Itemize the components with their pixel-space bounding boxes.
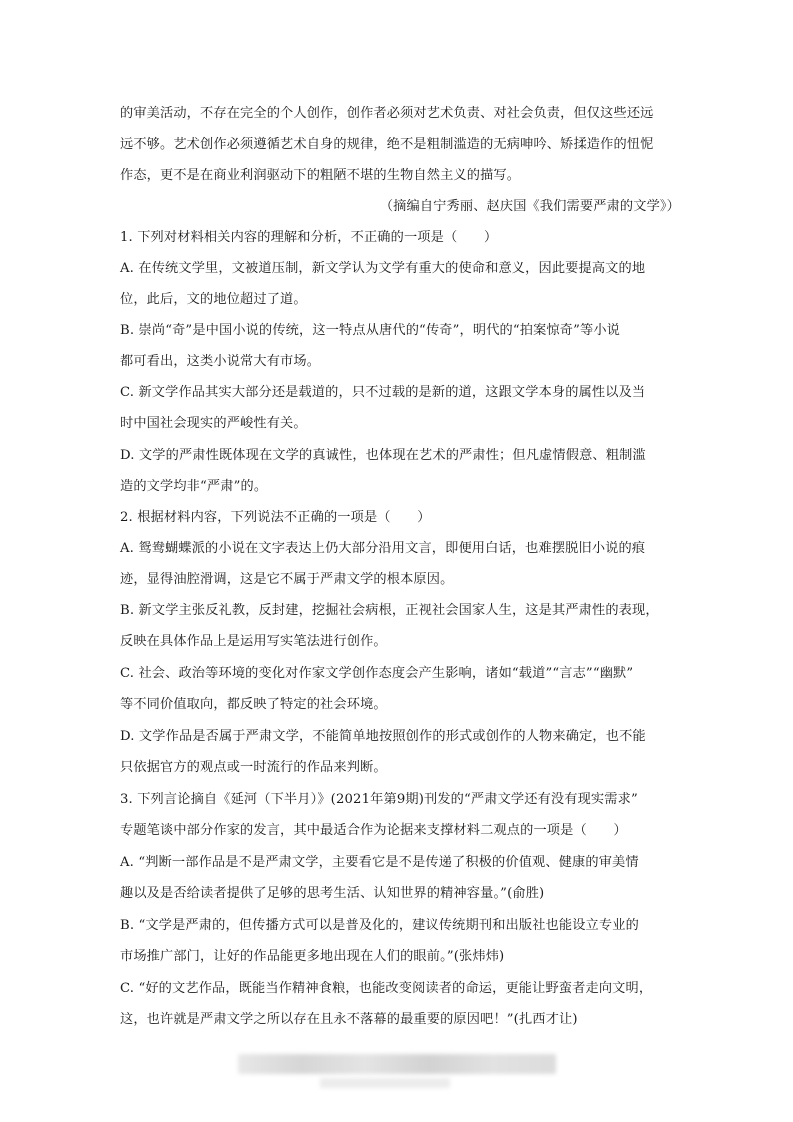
blurred-footer-watermark — [238, 1054, 556, 1074]
question-2-option-d-cont: 只依据官方的观点或一时流行的作品来判断。 — [120, 760, 387, 775]
question-3-stem-cont: 专题笔谈中部分作家的发言，其中最适合作为论据来支撑材料二观点的一项是（ ） — [120, 823, 627, 838]
question-2-option-c-cont: 等不同价值取向，都反映了特定的社会环境。 — [120, 697, 387, 712]
question-3-option-b-cont: 市场推广部门，让好的作品能更多地出现在人们的眼前。”(张炜炜) — [120, 949, 505, 964]
question-1-option-b: B. 崇尚“奇”是中国小说的传统，这一特点从唐代的“传奇”，明代的“拍案惊奇”等小说 — [120, 323, 621, 338]
question-2-option-d: D. 文学作品是否属于严肃文学，不能简单地按照创作的形式或创作的人物来确定，也不能 — [120, 729, 646, 744]
passage-line: 的审美活动，不存在完全的个人创作，创作者必须对艺术负责、对社会负责，但仅这些还远 — [120, 106, 654, 121]
question-1-stem: 1. 下列对材料相关内容的理解和分析，不正确的一项是（ ） — [120, 230, 498, 245]
question-1-option-c-cont: 时中国社会现实的严峻性有关。 — [120, 416, 307, 431]
question-2-option-a: A. 鸳鸯蝴蝶派的小说在文字表达上仍大部分沿用文言，即便用白话，也难摆脱旧小说的痕 — [120, 541, 646, 556]
passage-line: 远不够。艺术创作必须遵循艺术自身的规律，绝不是粗制滥造的无病呻吟、矫揉造作的忸怩 — [120, 137, 654, 152]
question-3-option-c-cont: 这，也许就是严肃文学之所以存在且永不落幕的最重要的原因吧！”(扎西才让) — [120, 1012, 578, 1027]
question-1-option-d-cont: 造的文学均非“严肃”的。 — [120, 479, 268, 494]
question-2-stem: 2. 根据材料内容，下列说法不正确的一项是（ ） — [120, 510, 431, 525]
question-3-option-a: A. “判断一部作品是不是严肃文学，主要看它是不是传递了积极的价值观、健康的审美情 — [120, 855, 639, 870]
passage-line: 作态，更不是在商业利润驱动下的粗陋不堪的生物自然主义的描写。 — [120, 168, 521, 183]
question-1-option-a: A. 在传统文学里，文被道压制，新文学认为文学有重大的使命和意义，因此要提高文的地 — [120, 261, 646, 276]
question-3-option-b: B. “文学是严肃的，但传播方式可以是普及化的，建议传统期刊和出版社也能设立专业的 — [120, 918, 639, 933]
passage-source: （摘编自宁秀丽、赵庆国《我们需要严肃的文学》） — [379, 199, 680, 214]
question-3-option-a-cont: 趣以及是否给读者提供了足够的思考生活、认知世界的精神容量。”(俞胜) — [120, 886, 545, 901]
question-1-option-c: C. 新文学作品其实大部分还是载道的，只不过载的是新的道，这跟文学本身的属性以及当 — [120, 385, 646, 400]
question-3-option-c: C. “好的文艺作品，既能当作精神食粮，也能改变阅读者的命运，更能让野蛮者走向文明， — [120, 981, 653, 996]
question-1-option-a-cont: 位，此后，文的地位超过了道。 — [120, 292, 307, 307]
blurred-footer-watermark-secondary — [320, 1078, 450, 1088]
question-2-option-a-cont: 迹，显得油腔滑调，这是它不属于严肃文学的根本原因。 — [120, 572, 454, 587]
question-2-option-b-cont: 反映在具体作品上是运用写实笔法进行创作。 — [120, 634, 387, 649]
question-1-option-b-cont: 都可看出，这类小说常大有市场。 — [120, 354, 321, 369]
question-3-stem: 3. 下列言论摘自《延河（下半月）》(2021年第9期)刊发的“严肃文学还有没有现实需求” — [120, 792, 638, 807]
question-2-option-c: C. 社会、政治等环境的变化对作家文学创作态度会产生影响，诸如“载道”“言志”“幽默” — [120, 666, 634, 681]
question-1-option-d: D. 文学的严肃性既体现在文学的真诚性，也体现在艺术的严肃性；但凡虚情假意、粗制滥 — [120, 448, 646, 463]
question-2-option-b: B. 新文学主张反礼教，反封建，挖掘社会病根，正视社会国家人生，这是其严肃性的表现， — [120, 603, 659, 618]
